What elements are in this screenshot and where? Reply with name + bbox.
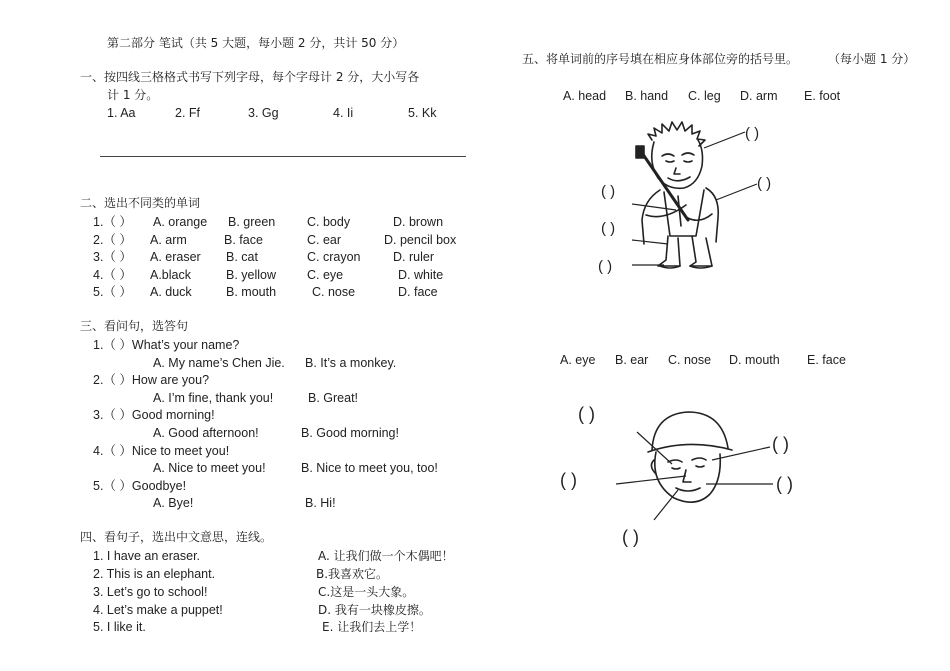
answer-bracket[interactable]: ( ) xyxy=(601,183,616,200)
s2-row-num: 5.（ ） xyxy=(93,285,132,299)
s2-option-d: D. white xyxy=(398,268,444,282)
face-word: E. face xyxy=(807,353,846,367)
s3-answer-b: B. Nice to meet you, too! xyxy=(301,461,438,475)
letter-item: 1. Aa xyxy=(107,106,136,120)
page-header: 第二部分 笔试（共 5 大题，每小题 2 分，共计 50 分） xyxy=(107,36,405,50)
s4-sentence: 4. Let’s make a puppet! xyxy=(93,603,223,617)
s4-sentence: 1. I have an eraser. xyxy=(93,549,201,563)
section4-title: 四、看句子，选出中文意思，连线。 xyxy=(80,530,273,544)
s2-row-num: 3.（ ） xyxy=(93,250,132,264)
answer-bracket[interactable]: ( ) xyxy=(757,175,772,192)
s2-option-d: D. pencil box xyxy=(384,233,457,247)
section5-title: 五、将单词前的序号填在相应身体部位旁的括号里。 xyxy=(522,52,799,66)
answer-bracket[interactable]: ( ) xyxy=(578,404,595,424)
answer-bracket[interactable]: ( ) xyxy=(772,434,789,454)
section2-title: 二、选出不同类的单词 xyxy=(80,196,201,210)
letter-item: 2. Ff xyxy=(175,106,201,120)
s4-meaning: B.我喜欢它。 xyxy=(316,567,389,581)
s2-option-b: B. yellow xyxy=(226,268,277,282)
s3-answer-b: B. Great! xyxy=(308,391,359,405)
section1-title-line2: 计 1 分。 xyxy=(107,88,159,102)
s2-option-b: B. face xyxy=(224,233,263,247)
s2-option-c: C. nose xyxy=(312,285,356,299)
s3-answer-a: A. Good afternoon! xyxy=(153,426,259,440)
s2-option-c: C. body xyxy=(307,215,351,229)
s3-question: 5.（ ）Goodbye! xyxy=(93,479,187,493)
s4-meaning: E. 让我们去上学！ xyxy=(322,620,422,634)
s2-option-b: B. green xyxy=(228,215,276,229)
answer-bracket[interactable]: ( ) xyxy=(601,220,616,237)
body-word: B. hand xyxy=(625,89,669,103)
answer-bracket[interactable]: ( ) xyxy=(622,527,639,547)
s4-meaning: A. 让我们做一个木偶吧！ xyxy=(318,549,454,563)
answer-bracket[interactable]: ( ) xyxy=(560,470,577,490)
s2-option-a: A. orange xyxy=(153,215,208,229)
s2-option-c: C. ear xyxy=(307,233,342,247)
s3-answer-b: B. Good morning! xyxy=(301,426,399,440)
s2-option-b: B. cat xyxy=(226,250,258,264)
s2-option-a: A. arm xyxy=(150,233,187,247)
s3-question: 2.（ ）How are you? xyxy=(93,373,210,387)
s4-meaning: C.这是一头大象。 xyxy=(318,585,415,599)
face-word: A. eye xyxy=(560,353,596,367)
s2-option-b: B. mouth xyxy=(226,285,277,299)
s2-option-d: D. brown xyxy=(393,215,444,229)
body-word: C. leg xyxy=(688,89,721,103)
body-word: A. head xyxy=(563,89,607,103)
answer-bracket[interactable]: ( ) xyxy=(745,125,760,142)
s3-question: 1.（ ）What’s your name? xyxy=(93,338,240,352)
s3-answer-a: A. My name’s Chen Jie. xyxy=(153,356,285,370)
s3-answer-a: A. Bye! xyxy=(153,496,194,510)
letter-item: 3. Gg xyxy=(248,106,279,120)
section1-title-line1: 一、按四线三格格式书写下列字母，每个字母计 2 分，大小写各 xyxy=(80,70,420,84)
s4-sentence: 3. Let’s go to school! xyxy=(93,585,208,599)
writing-line xyxy=(100,156,466,157)
letter-item: 4. Ii xyxy=(333,106,354,120)
section5-score: （每小题 1 分） xyxy=(828,52,916,66)
s4-sentence: 5. I like it. xyxy=(93,620,146,634)
face-word: D. mouth xyxy=(729,353,780,367)
answer-bracket[interactable]: ( ) xyxy=(598,258,613,275)
body-word: E. foot xyxy=(804,89,841,103)
s2-option-a: A. duck xyxy=(150,285,192,299)
answer-bracket[interactable]: ( ) xyxy=(776,474,793,494)
s2-row-num: 2.（ ） xyxy=(93,233,132,247)
s2-option-d: D. ruler xyxy=(393,250,434,264)
section3-title: 三、看问句，选答句 xyxy=(80,319,189,333)
s3-question: 4.（ ）Nice to meet you! xyxy=(93,444,230,458)
s4-meaning: D. 我有一块橡皮擦。 xyxy=(318,603,431,617)
s2-option-d: D. face xyxy=(398,285,438,299)
s2-option-c: C. eye xyxy=(307,268,344,282)
s3-answer-b: B. It’s a monkey. xyxy=(305,356,397,370)
face-word: B. ear xyxy=(615,353,649,367)
s3-question: 3.（ ）Good morning! xyxy=(93,408,215,422)
s2-row-num: 4.（ ） xyxy=(93,268,132,282)
face-word: C. nose xyxy=(668,353,712,367)
s3-answer-b: B. Hi! xyxy=(305,496,336,510)
s3-answer-a: A. I’m fine, thank you! xyxy=(153,391,274,405)
s2-row-num: 1.（ ） xyxy=(93,215,132,229)
letter-item: 5. Kk xyxy=(408,106,437,120)
s2-option-a: A.black xyxy=(150,268,191,282)
s4-sentence: 2. This is an elephant. xyxy=(93,567,216,581)
s3-answer-a: A. Nice to meet you! xyxy=(153,461,266,475)
body-word: D. arm xyxy=(740,89,778,103)
s2-option-c: C. crayon xyxy=(307,250,361,264)
s2-option-a: A. eraser xyxy=(150,250,201,264)
